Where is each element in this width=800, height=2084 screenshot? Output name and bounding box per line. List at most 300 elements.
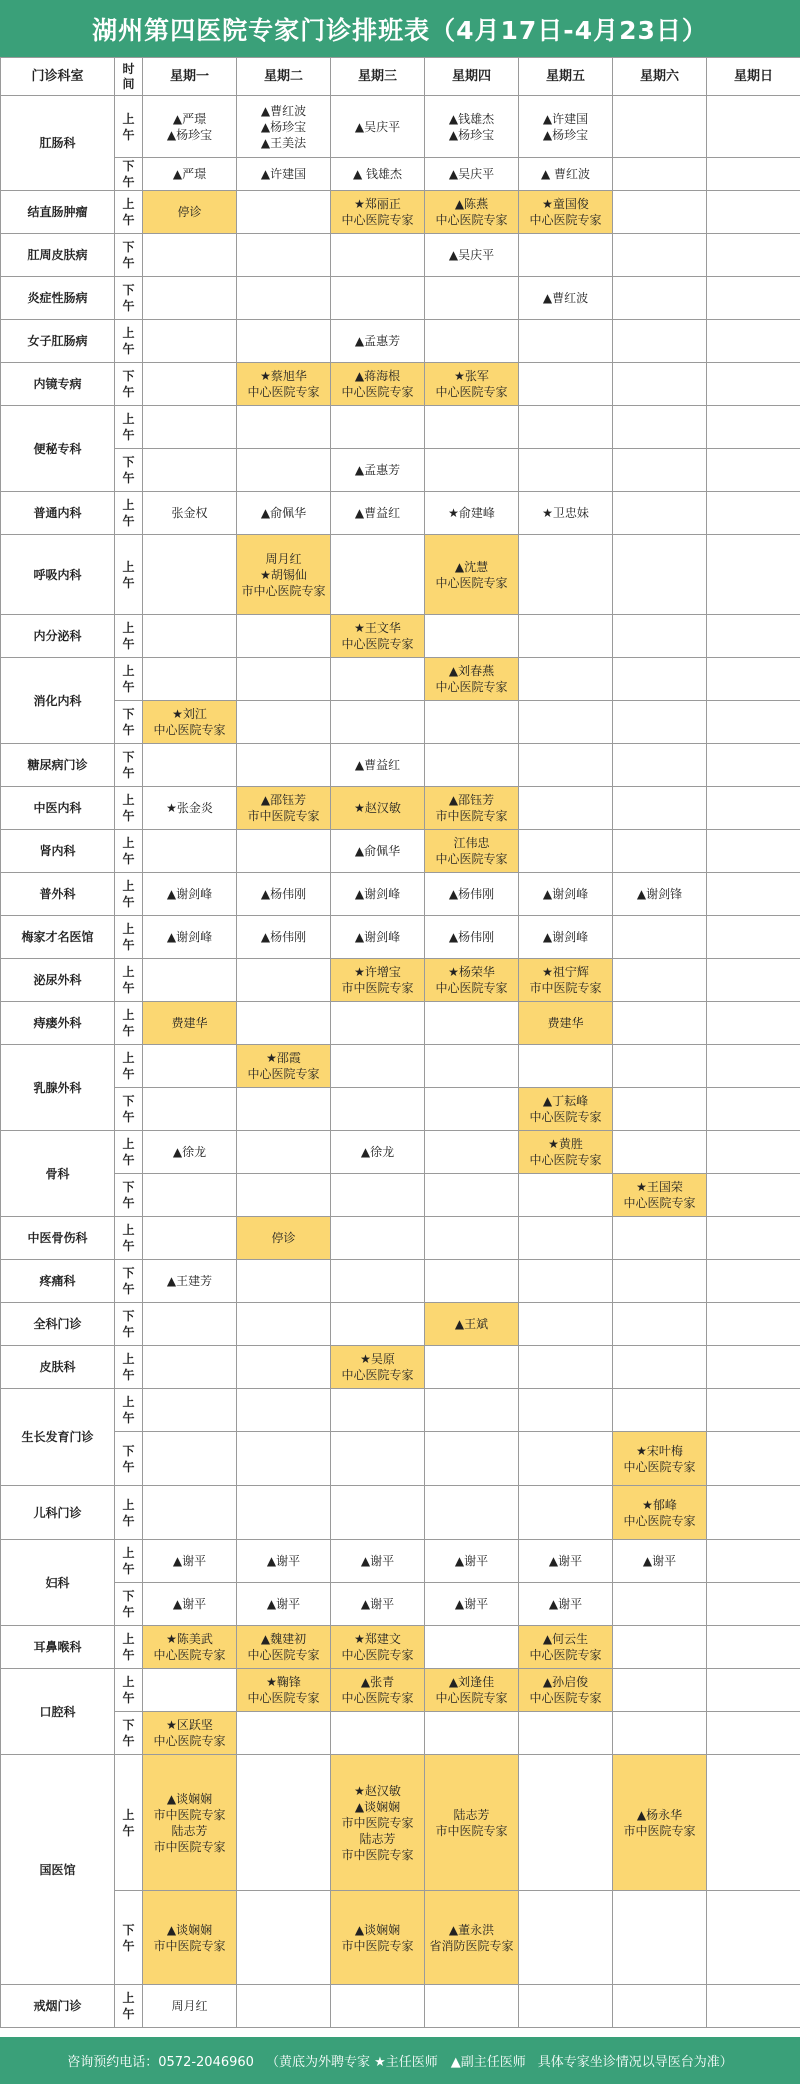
schedule-cell-sunday: [707, 1002, 800, 1045]
schedule-cell-wednesday: [331, 234, 425, 277]
table-row: [1, 830, 800, 873]
doctor-entry: 市中医院专家: [341, 981, 414, 995]
schedule-cell-friday: [519, 234, 613, 277]
department-name: 骨科: [1, 1131, 115, 1217]
schedule-cell-wednesday: [331, 873, 425, 916]
department-name: 便秘专科: [1, 406, 115, 492]
schedule-cell-sunday: [707, 701, 800, 744]
table-row: [1, 449, 800, 492]
table-row: [1, 1583, 800, 1626]
doctor-entry: ▲孟惠芳: [354, 334, 401, 348]
department-name: 内分泌科: [1, 615, 115, 658]
time-slot-label: 上 午: [122, 498, 135, 528]
doctor-entry: ▲谢平: [642, 1554, 677, 1568]
table-row: [1, 1002, 800, 1045]
doctor-entry: ▲钱雄杰: [448, 111, 495, 126]
schedule-cell-monday: [143, 1346, 237, 1389]
department-name: 耳鼻喉科: [1, 1626, 115, 1669]
table-row: [1, 1389, 800, 1432]
schedule-cell-tuesday: [237, 1002, 331, 1045]
schedule-cell-friday: [519, 1669, 613, 1712]
schedule-cell-saturday: [613, 449, 707, 492]
doctor-entry: ★吴原: [360, 1352, 395, 1366]
schedule-cell-sunday: [707, 1346, 800, 1389]
schedule-cell-monday: [143, 1389, 237, 1432]
schedule-cell-monday: [143, 787, 237, 830]
schedule-cell-wednesday: [331, 1260, 425, 1303]
schedule-cell-wednesday: [331, 320, 425, 363]
schedule-cell-wednesday: [331, 363, 425, 406]
header-monday: 星期一: [143, 58, 237, 96]
department-name: 普外科: [1, 873, 115, 916]
table-row: [1, 873, 800, 916]
department-name: 泌尿外科: [1, 959, 115, 1002]
table-row: [1, 1174, 800, 1217]
doctor-entry: 中心医院专家: [341, 1691, 414, 1705]
header-friday: 星期五: [519, 58, 613, 96]
doctor-entry: ★宋叶梅: [636, 1443, 683, 1458]
schedule-cell-saturday: [613, 1002, 707, 1045]
doctor-entry: ▲谈娴娴: [354, 1799, 401, 1814]
schedule-cell-thursday: [425, 1131, 519, 1174]
schedule-cell-saturday: [613, 1260, 707, 1303]
time-slot-label: 上 午: [122, 1675, 135, 1705]
schedule-cell-saturday: [613, 1985, 707, 2028]
schedule-cell-monday: [143, 191, 237, 234]
schedule-cell-sunday: [707, 1486, 800, 1540]
doctor-entry: ▲谢平: [360, 1554, 395, 1568]
schedule-cell-sunday: [707, 658, 800, 701]
time-slot: [115, 1540, 143, 1583]
department-name: 女子肛肠病: [1, 320, 115, 363]
time-slot: [115, 406, 143, 449]
table-row: [1, 787, 800, 830]
schedule-cell-sunday: [707, 277, 800, 320]
time-slot-label: 下 午: [122, 707, 135, 737]
time-slot-label: 上 午: [122, 1497, 135, 1528]
doctor-entry: 中心医院专家: [529, 213, 602, 227]
schedule-cell-sunday: [707, 1891, 800, 1985]
doctor-entry: ▲吴庆平: [354, 119, 401, 134]
schedule-cell-saturday: [613, 787, 707, 830]
schedule-cell-friday: [519, 1389, 613, 1432]
schedule-cell-monday: [143, 1712, 237, 1755]
schedule-cell-tuesday: [237, 158, 331, 191]
schedule-cell-tuesday: [237, 1540, 331, 1583]
department-name: 肛肠科: [1, 96, 115, 191]
schedule-cell-thursday: [425, 1985, 519, 2028]
time-slot: [115, 1486, 143, 1540]
schedule-cell-wednesday: [331, 191, 425, 234]
time-slot: [115, 1045, 143, 1088]
doctor-entry: ▲何云生: [542, 1632, 589, 1646]
department-name: 全科门诊: [1, 1303, 115, 1346]
time-slot-label: 上 午: [122, 793, 135, 823]
schedule-cell-monday: [143, 744, 237, 787]
doctor-entry: 市中心医院专家: [241, 583, 326, 598]
schedule-cell-wednesday: [331, 916, 425, 959]
schedule-cell-wednesday: [331, 492, 425, 535]
schedule-cell-tuesday: [237, 1669, 331, 1712]
time-slot: [115, 1985, 143, 2028]
doctor-entry: ▲谢剑峰: [542, 887, 589, 901]
schedule-cell-tuesday: [237, 1626, 331, 1669]
schedule-cell-thursday: [425, 830, 519, 873]
department-name: 消化内科: [1, 658, 115, 744]
footer-note: 具体专家坐诊情况以导医台为准）: [537, 2055, 733, 2070]
schedule-cell-wednesday: [331, 406, 425, 449]
doctor-entry: ★童国俊: [542, 197, 589, 211]
schedule-cell-monday: [143, 1669, 237, 1712]
schedule-cell-sunday: [707, 1712, 800, 1755]
schedule-cell-wednesday: [331, 1626, 425, 1669]
time-slot: [115, 277, 143, 320]
time-slot: [115, 1432, 143, 1486]
doctor-entry: ▲严璟: [172, 167, 207, 181]
doctor-entry: ▲ 钱雄杰: [352, 167, 403, 181]
schedule-cell-saturday: [613, 1755, 707, 1891]
schedule-cell-wednesday: [331, 1174, 425, 1217]
schedule-cell-tuesday: [237, 1755, 331, 1891]
schedule-cell-thursday: [425, 1174, 519, 1217]
doctor-entry: 市中医院专家: [435, 1823, 508, 1838]
time-slot-label: 下 午: [122, 1266, 135, 1296]
schedule-cell-monday: [143, 1583, 237, 1626]
schedule-cell-tuesday: [237, 1088, 331, 1131]
department-name: 中医骨伤科: [1, 1217, 115, 1260]
schedule-cell-sunday: [707, 96, 800, 158]
time-slot: [115, 658, 143, 701]
schedule-cell-monday: [143, 158, 237, 191]
table-row: [1, 363, 800, 406]
schedule-cell-saturday: [613, 1891, 707, 1985]
schedule-cell-friday: [519, 1303, 613, 1346]
doctor-entry: ▲邵钰芳: [260, 793, 307, 807]
schedule-cell-friday: [519, 830, 613, 873]
doctor-entry: 中心医院专家: [247, 1648, 320, 1662]
schedule-cell-monday: [143, 1260, 237, 1303]
schedule-cell-saturday: [613, 701, 707, 744]
schedule-cell-wednesday: [331, 96, 425, 158]
time-slot: [115, 1669, 143, 1712]
doctor-entry: 中心医院专家: [341, 1368, 414, 1382]
schedule-cell-saturday: [613, 535, 707, 615]
doctor-entry: ▲徐龙: [360, 1145, 395, 1159]
footer-bar: [0, 2037, 800, 2084]
doctor-entry: ▲杨伟刚: [448, 930, 495, 944]
schedule-cell-thursday: [425, 1891, 519, 1985]
doctor-entry: ★邵霞: [266, 1051, 301, 1065]
doctor-entry: ★王文华: [354, 621, 401, 635]
department-name: 糖尿病门诊: [1, 744, 115, 787]
doctor-entry: ▲王建芳: [166, 1274, 213, 1288]
doctor-entry: ▲杨伟刚: [448, 887, 495, 901]
schedule-cell-thursday: [425, 277, 519, 320]
schedule-cell-thursday: [425, 1540, 519, 1583]
schedule-cell-friday: [519, 1217, 613, 1260]
schedule-cell-sunday: [707, 1669, 800, 1712]
time-slot: [115, 916, 143, 959]
table-row: [1, 1891, 800, 1985]
schedule-cell-thursday: [425, 234, 519, 277]
doctor-entry: ★鞠锋: [266, 1675, 301, 1689]
schedule-cell-tuesday: [237, 191, 331, 234]
time-slot: [115, 1712, 143, 1755]
time-slot-label: 下 午: [122, 1589, 135, 1619]
time-slot-label: 上 午: [122, 1008, 135, 1038]
page-title: 湖州第四医院专家门诊排班表（4月17日-4月23日）: [0, 0, 800, 57]
schedule-cell-thursday: [425, 1088, 519, 1131]
time-slot: [115, 1626, 143, 1669]
schedule-cell-tuesday: [237, 492, 331, 535]
table-row: [1, 320, 800, 363]
doctor-entry: ▲谢剑锋: [636, 887, 683, 901]
schedule-cell-saturday: [613, 830, 707, 873]
schedule-cell-sunday: [707, 1389, 800, 1432]
doctor-entry: ▲杨伟刚: [260, 887, 307, 901]
schedule-cell-tuesday: [237, 615, 331, 658]
doctor-entry: 中心医院专家: [435, 680, 508, 694]
department-name: 生长发育门诊: [1, 1389, 115, 1486]
schedule-cell-wednesday: [331, 615, 425, 658]
schedule-cell-sunday: [707, 191, 800, 234]
schedule-cell-saturday: [613, 873, 707, 916]
time-slot: [115, 701, 143, 744]
department-name: 乳腺外科: [1, 1045, 115, 1131]
doctor-entry: ▲曹益红: [354, 506, 401, 520]
schedule-cell-friday: [519, 701, 613, 744]
department-name: 肛周皮肤病: [1, 234, 115, 277]
schedule-cell-monday: [143, 96, 237, 158]
schedule-cell-wednesday: [331, 1486, 425, 1540]
schedule-cell-wednesday: [331, 1432, 425, 1486]
time-slot: [115, 1583, 143, 1626]
doctor-entry: 中心医院专家: [247, 1691, 320, 1705]
schedule-cell-tuesday: [237, 406, 331, 449]
doctor-entry: ▲杨珍宝: [542, 127, 589, 142]
schedule-cell-thursday: [425, 1217, 519, 1260]
department-name: 皮肤科: [1, 1346, 115, 1389]
schedule-cell-thursday: [425, 959, 519, 1002]
doctor-entry: ▲曹红波: [260, 103, 307, 118]
schedule-cell-saturday: [613, 1088, 707, 1131]
schedule-cell-saturday: [613, 320, 707, 363]
table-row: [1, 535, 800, 615]
table-row: [1, 701, 800, 744]
schedule-cell-sunday: [707, 787, 800, 830]
time-slot-label: 上 午: [122, 1223, 135, 1253]
schedule-cell-tuesday: [237, 744, 331, 787]
doctor-entry: ★陈美武: [166, 1632, 213, 1646]
department-name: 痔瘘外科: [1, 1002, 115, 1045]
schedule-cell-thursday: [425, 1303, 519, 1346]
doctor-entry: ★许增宝: [354, 965, 401, 979]
schedule-cell-wednesday: [331, 1088, 425, 1131]
department-name: 国医馆: [1, 1755, 115, 1985]
schedule-cell-saturday: [613, 96, 707, 158]
time-slot: [115, 959, 143, 1002]
schedule-cell-monday: [143, 916, 237, 959]
doctor-entry: 周月红: [171, 1999, 208, 2013]
footer-legend: （黄底为外聘专家 ★主任医师 ▲副主任医师: [265, 2055, 526, 2070]
table-row: [1, 1260, 800, 1303]
schedule-cell-thursday: [425, 701, 519, 744]
doctor-entry: ▲谢剑峰: [166, 887, 213, 901]
doctor-entry: 中心医院专家: [435, 385, 508, 399]
table-row: [1, 158, 800, 191]
schedule-cell-thursday: [425, 535, 519, 615]
schedule-cell-thursday: [425, 492, 519, 535]
doctor-entry: ▲许建国: [260, 167, 307, 181]
doctor-entry: ★俞建峰: [448, 506, 495, 520]
schedule-cell-friday: [519, 492, 613, 535]
header-sunday: 星期日: [707, 58, 800, 96]
schedule-cell-monday: [143, 234, 237, 277]
schedule-cell-tuesday: [237, 1045, 331, 1088]
time-slot: [115, 1174, 143, 1217]
schedule-cell-tuesday: [237, 1583, 331, 1626]
table-row: [1, 916, 800, 959]
schedule-cell-monday: [143, 830, 237, 873]
schedule-cell-tuesday: [237, 1432, 331, 1486]
schedule-cell-tuesday: [237, 916, 331, 959]
doctor-entry: 中心医院专家: [153, 723, 226, 737]
schedule-cell-saturday: [613, 1583, 707, 1626]
schedule-cell-friday: [519, 363, 613, 406]
schedule-cell-sunday: [707, 1626, 800, 1669]
time-slot-label: 上 午: [122, 111, 135, 142]
schedule-cell-monday: [143, 1131, 237, 1174]
time-slot: [115, 1002, 143, 1045]
schedule-cell-monday: [143, 1755, 237, 1891]
schedule-cell-friday: [519, 406, 613, 449]
table-row: [1, 959, 800, 1002]
schedule-cell-wednesday: [331, 1303, 425, 1346]
schedule-cell-tuesday: [237, 1486, 331, 1540]
schedule-cell-saturday: [613, 1217, 707, 1260]
schedule-cell-wednesday: [331, 1583, 425, 1626]
time-slot-label: 下 午: [122, 1922, 135, 1953]
doctor-entry: ★郑建文: [354, 1632, 401, 1646]
schedule-cell-sunday: [707, 1045, 800, 1088]
schedule-cell-thursday: [425, 158, 519, 191]
time-slot-label: 下 午: [122, 369, 135, 399]
time-slot-label: 上 午: [122, 879, 135, 909]
schedule-cell-thursday: [425, 363, 519, 406]
schedule-cell-wednesday: [331, 1045, 425, 1088]
table-row: [1, 1088, 800, 1131]
schedule-cell-sunday: [707, 1755, 800, 1891]
schedule-cell-friday: [519, 744, 613, 787]
table-row: [1, 658, 800, 701]
schedule-cell-monday: [143, 701, 237, 744]
doctor-entry: ▲吴庆平: [448, 248, 495, 262]
doctor-entry: ▲张青: [360, 1675, 395, 1689]
schedule-cell-thursday: [425, 1389, 519, 1432]
doctor-entry: ▲谈娴娴: [166, 1922, 213, 1937]
time-slot: [115, 1755, 143, 1891]
schedule-cell-friday: [519, 96, 613, 158]
schedule-cell-monday: [143, 1088, 237, 1131]
schedule-cell-monday: [143, 363, 237, 406]
time-slot-label: 下 午: [122, 1309, 135, 1339]
doctor-entry: 中心医院专家: [623, 1459, 696, 1474]
schedule-cell-saturday: [613, 406, 707, 449]
schedule-cell-thursday: [425, 787, 519, 830]
schedule-cell-wednesday: [331, 744, 425, 787]
schedule-cell-wednesday: [331, 830, 425, 873]
schedule-cell-saturday: [613, 1626, 707, 1669]
schedule-cell-saturday: [613, 1045, 707, 1088]
doctor-entry: 中心医院专家: [435, 1691, 508, 1705]
schedule-cell-saturday: [613, 1174, 707, 1217]
schedule-cell-wednesday: [331, 1346, 425, 1389]
schedule-cell-thursday: [425, 658, 519, 701]
schedule-cell-saturday: [613, 234, 707, 277]
time-slot-label: 上 午: [122, 1395, 135, 1425]
schedule-cell-monday: [143, 658, 237, 701]
schedule-cell-monday: [143, 406, 237, 449]
schedule-cell-saturday: [613, 363, 707, 406]
time-slot: [115, 744, 143, 787]
table-row: [1, 234, 800, 277]
department-name: 内镜专病: [1, 363, 115, 406]
schedule-cell-monday: [143, 449, 237, 492]
table-row: [1, 96, 800, 158]
schedule-cell-wednesday: [331, 535, 425, 615]
schedule-cell-monday: [143, 1985, 237, 2028]
department-name: 戒烟门诊: [1, 1985, 115, 2028]
time-slot-label: 上 午: [122, 1546, 135, 1576]
schedule-cell-friday: [519, 1755, 613, 1891]
time-slot-label: 下 午: [122, 1094, 135, 1124]
schedule-cell-monday: [143, 1002, 237, 1045]
schedule-cell-saturday: [613, 492, 707, 535]
department-name: 疼痛科: [1, 1260, 115, 1303]
schedule-cell-tuesday: [237, 873, 331, 916]
doctor-entry: ★卫忠妹: [542, 506, 589, 520]
schedule-cell-tuesday: [237, 1260, 331, 1303]
schedule-cell-thursday: [425, 1346, 519, 1389]
schedule-cell-friday: [519, 787, 613, 830]
schedule-cell-wednesday: [331, 449, 425, 492]
schedule-cell-sunday: [707, 449, 800, 492]
doctor-entry: ▲ 曹红波: [540, 167, 591, 181]
schedule-cell-tuesday: [237, 830, 331, 873]
department-name: 普通内科: [1, 492, 115, 535]
doctor-entry: ★黄胜: [548, 1137, 583, 1151]
time-slot-label: 下 午: [122, 1443, 135, 1474]
schedule-cell-sunday: [707, 1260, 800, 1303]
schedule-cell-friday: [519, 615, 613, 658]
doctor-entry: ▲谈娴娴: [354, 1922, 401, 1937]
doctor-entry: 中心医院专家: [529, 1110, 602, 1124]
schedule-cell-tuesday: [237, 658, 331, 701]
schedule-cell-saturday: [613, 158, 707, 191]
schedule-cell-tuesday: [237, 1346, 331, 1389]
schedule-cell-sunday: [707, 615, 800, 658]
schedule-cell-tuesday: [237, 787, 331, 830]
time-slot-label: 上 午: [122, 1137, 135, 1167]
doctor-entry: ▲陈燕: [454, 197, 489, 211]
time-slot: [115, 191, 143, 234]
doctor-entry: 市中医院专家: [341, 1847, 414, 1862]
schedule-cell-saturday: [613, 1712, 707, 1755]
schedule-cell-sunday: [707, 1217, 800, 1260]
doctor-entry: ▲曹益红: [354, 758, 401, 772]
doctor-entry: 市中医院专家: [153, 1938, 226, 1953]
schedule-cell-tuesday: [237, 1712, 331, 1755]
